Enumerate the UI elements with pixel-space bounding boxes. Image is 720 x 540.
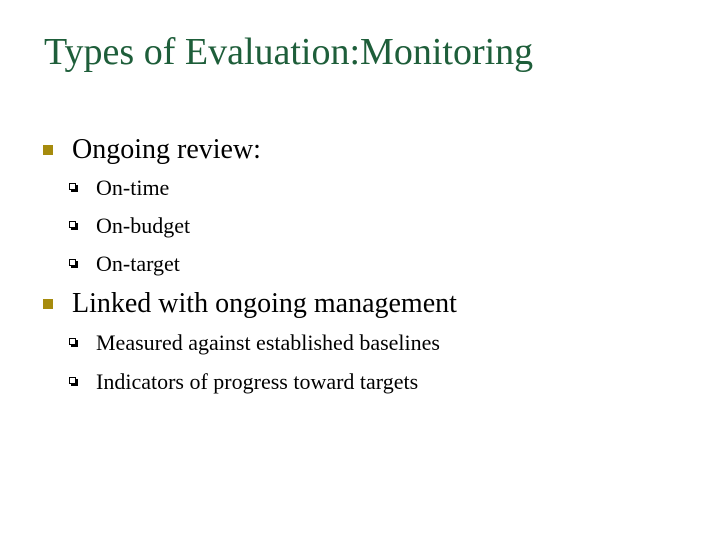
checkbox-bullet-icon [69, 377, 76, 384]
subbullet-on-time: On-time [96, 175, 170, 200]
checkbox-bullet-icon [69, 259, 76, 266]
subbullet-on-target: On-target [96, 251, 180, 276]
subbullet-baselines: Measured against established baselines [96, 330, 440, 355]
checkbox-bullet-icon [69, 338, 76, 345]
bullet-ongoing-review: Ongoing review: [72, 134, 261, 165]
square-bullet-icon [43, 145, 53, 155]
checkbox-bullet-icon [69, 183, 76, 190]
checkbox-bullet-icon [69, 221, 76, 228]
subbullet-on-budget: On-budget [96, 213, 191, 238]
square-bullet-icon [43, 299, 53, 309]
bullet-linked-management: Linked with ongoing management [72, 288, 457, 319]
slide-title: Types of Evaluation:Monitoring [44, 31, 534, 73]
subbullet-progress-indicators: Indicators of progress toward targets [96, 369, 419, 394]
